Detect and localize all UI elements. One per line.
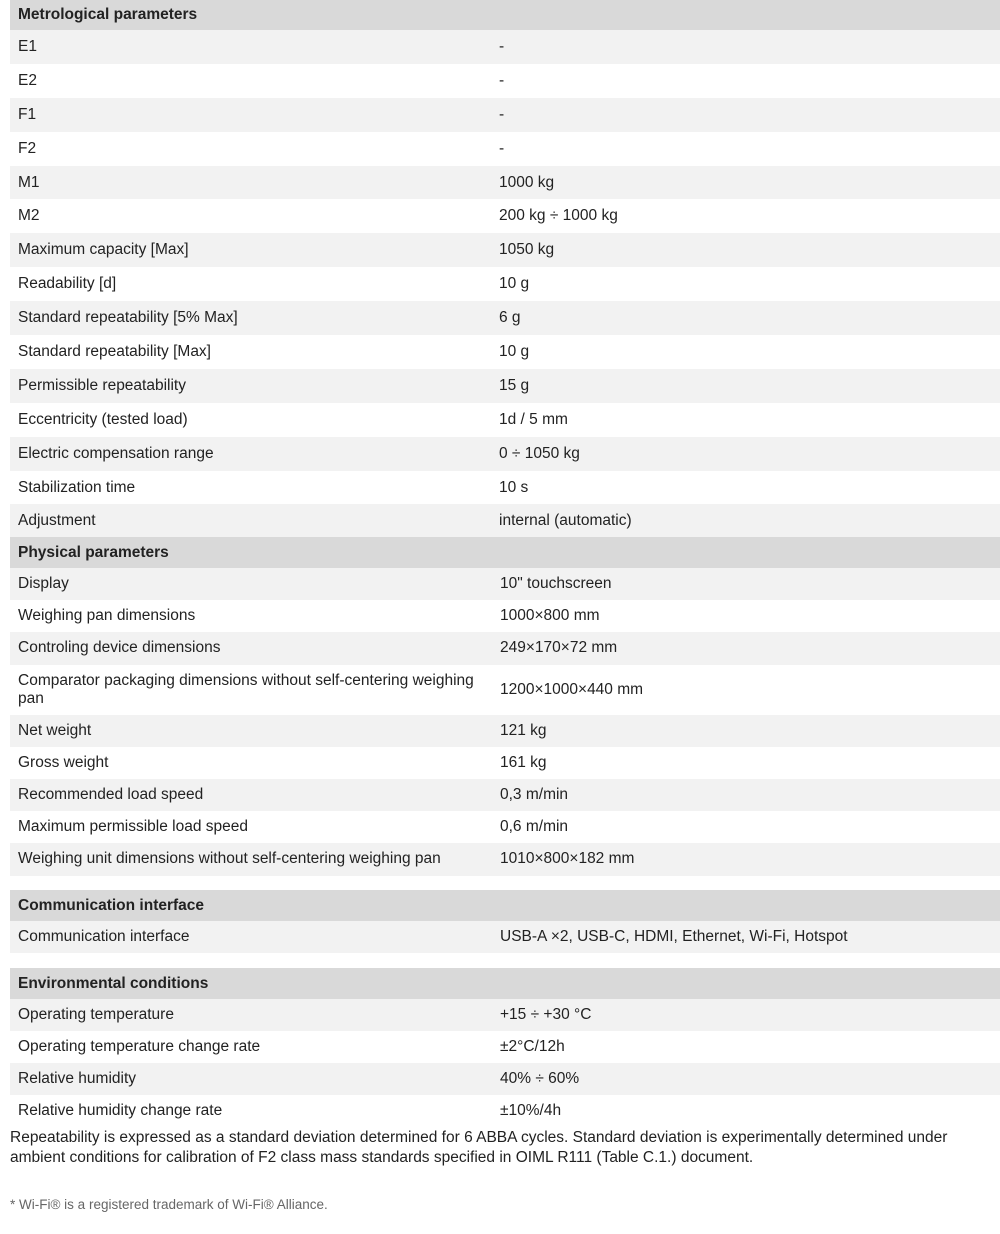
table-row [10, 132, 1000, 166]
metrological-rows [10, 30, 1000, 538]
row-label: Maximum permissible load speed [18, 818, 249, 836]
table-row [10, 843, 1000, 875]
row-label: E1 [18, 37, 37, 55]
section-heading: Metrological parameters [10, 0, 1000, 30]
row-label: Gross weight [18, 753, 109, 771]
row-value: 0,3 m/min [500, 786, 569, 804]
row-value: 10 g [499, 342, 530, 360]
row-value: 1050 kg [499, 241, 555, 259]
row-value: 1000 kg [499, 173, 555, 191]
environmental-rows [10, 999, 1000, 1127]
row-value: USB-A ×2, USB-C, HDMI, Ethernet, Wi-Fi, Hotspot [500, 928, 848, 945]
table-row [10, 1095, 1000, 1127]
table-row [10, 267, 1000, 301]
table-row [10, 921, 1000, 953]
table-row [10, 64, 1000, 98]
row-value: 161 kg [500, 753, 547, 771]
table-row [10, 665, 1000, 715]
row-value: 1d / 5 mm [499, 410, 568, 428]
row-value: - [499, 105, 505, 123]
row-label: Maximum capacity [Max] [18, 241, 189, 259]
row-value: 200 kg ÷ 1000 kg [499, 207, 618, 225]
table-row [10, 471, 1000, 505]
physical-parameters-section [10, 537, 1000, 876]
row-label: Controling device dimensions [18, 639, 221, 657]
table-row [10, 999, 1000, 1031]
row-label: Eccentricity (tested load) [18, 410, 188, 428]
row-value: 15 g [499, 376, 530, 394]
table-row [10, 301, 1000, 335]
table-row [10, 504, 1000, 538]
row-label: Weighing unit dimensions without self-centering weighing pan [18, 850, 441, 868]
table-row [10, 715, 1000, 747]
table-row [10, 166, 1000, 200]
metrological-parameters-section [10, 0, 1000, 538]
row-value: ±10%/4h [500, 1102, 562, 1119]
row-label: F2 [18, 139, 37, 157]
environmental-conditions-section [10, 968, 1000, 1127]
section-heading: Environmental conditions [10, 968, 1000, 999]
trademark-footnote: * Wi-Fi® is a registered trademark of Wi-Fi® Alliance. [10, 1197, 328, 1212]
row-value: +15 ÷ +30 °C [500, 1006, 592, 1023]
row-value: 1010×800×182 mm [500, 850, 635, 868]
row-label: Display [18, 575, 69, 593]
table-row [10, 1031, 1000, 1063]
table-row [10, 199, 1000, 233]
table-row [10, 632, 1000, 664]
row-value: ±2°C/12h [500, 1038, 565, 1055]
row-label: Relative humidity change rate [18, 1102, 223, 1119]
row-value: - [499, 37, 505, 55]
row-value: 10" touchscreen [500, 575, 612, 593]
row-label: Standard repeatability [Max] [18, 342, 211, 360]
table-row [10, 30, 1000, 64]
row-label: F1 [18, 105, 37, 123]
row-value: - [499, 71, 505, 89]
row-label: Weighing pan dimensions [18, 607, 196, 625]
table-row [10, 369, 1000, 403]
row-label: Recommended load speed [18, 786, 204, 804]
table-row [10, 747, 1000, 779]
row-value: 10 g [499, 275, 530, 293]
row-value: 1000×800 mm [500, 607, 600, 625]
communication-rows [10, 921, 1000, 953]
row-label: Electric compensation range [18, 444, 214, 462]
row-label: Relative humidity [18, 1070, 137, 1087]
row-label: Stabilization time [18, 478, 136, 496]
physical-rows [10, 568, 1000, 876]
table-row [10, 233, 1000, 267]
table-row [10, 600, 1000, 632]
communication-interface-section [10, 890, 1000, 953]
row-value: 10 s [499, 478, 529, 496]
table-row [10, 568, 1000, 600]
table-row [10, 98, 1000, 132]
row-label: Permissible repeatability [18, 376, 186, 394]
repeatability-note: Repeatability is expressed as a standard deviation determined for 6 ABBA cycles. Standard deviation is experimentally determined under ambient conditions for calibration of F2 class mass standards specified in OIML R111 (Table C.1.) document. [10, 1129, 948, 1166]
row-value: 0,6 m/min [500, 818, 569, 836]
row-value: - [499, 139, 505, 157]
row-label: Operating temperature [18, 1006, 174, 1023]
row-label: Adjustment [18, 512, 96, 530]
row-value: 6 g [499, 309, 521, 327]
row-label: M2 [18, 207, 40, 225]
table-row [10, 1063, 1000, 1095]
row-value: 0 ÷ 1050 kg [499, 444, 580, 462]
row-value: 40% ÷ 60% [500, 1070, 580, 1087]
table-row [10, 779, 1000, 811]
section-heading: Communication interface [10, 890, 1000, 921]
row-label: Communication interface [18, 928, 190, 945]
row-label: E2 [18, 71, 37, 89]
table-row [10, 811, 1000, 843]
row-label: Standard repeatability [5% Max] [18, 309, 238, 327]
row-value: 1200×1000×440 mm [500, 680, 644, 698]
row-label: Net weight [18, 721, 92, 739]
row-value: 121 kg [500, 721, 547, 739]
table-row [10, 437, 1000, 471]
section-heading: Physical parameters [10, 537, 1000, 568]
row-label: Readability [d] [18, 275, 117, 293]
row-value: internal (automatic) [499, 512, 632, 530]
table-row [10, 335, 1000, 369]
row-value: 249×170×72 mm [500, 639, 618, 657]
table-row [10, 403, 1000, 437]
row-label: Operating temperature change rate [18, 1038, 261, 1055]
row-label: Comparator packaging dimensions without self-centering weighing pan [18, 671, 474, 707]
row-label: M1 [18, 173, 40, 191]
